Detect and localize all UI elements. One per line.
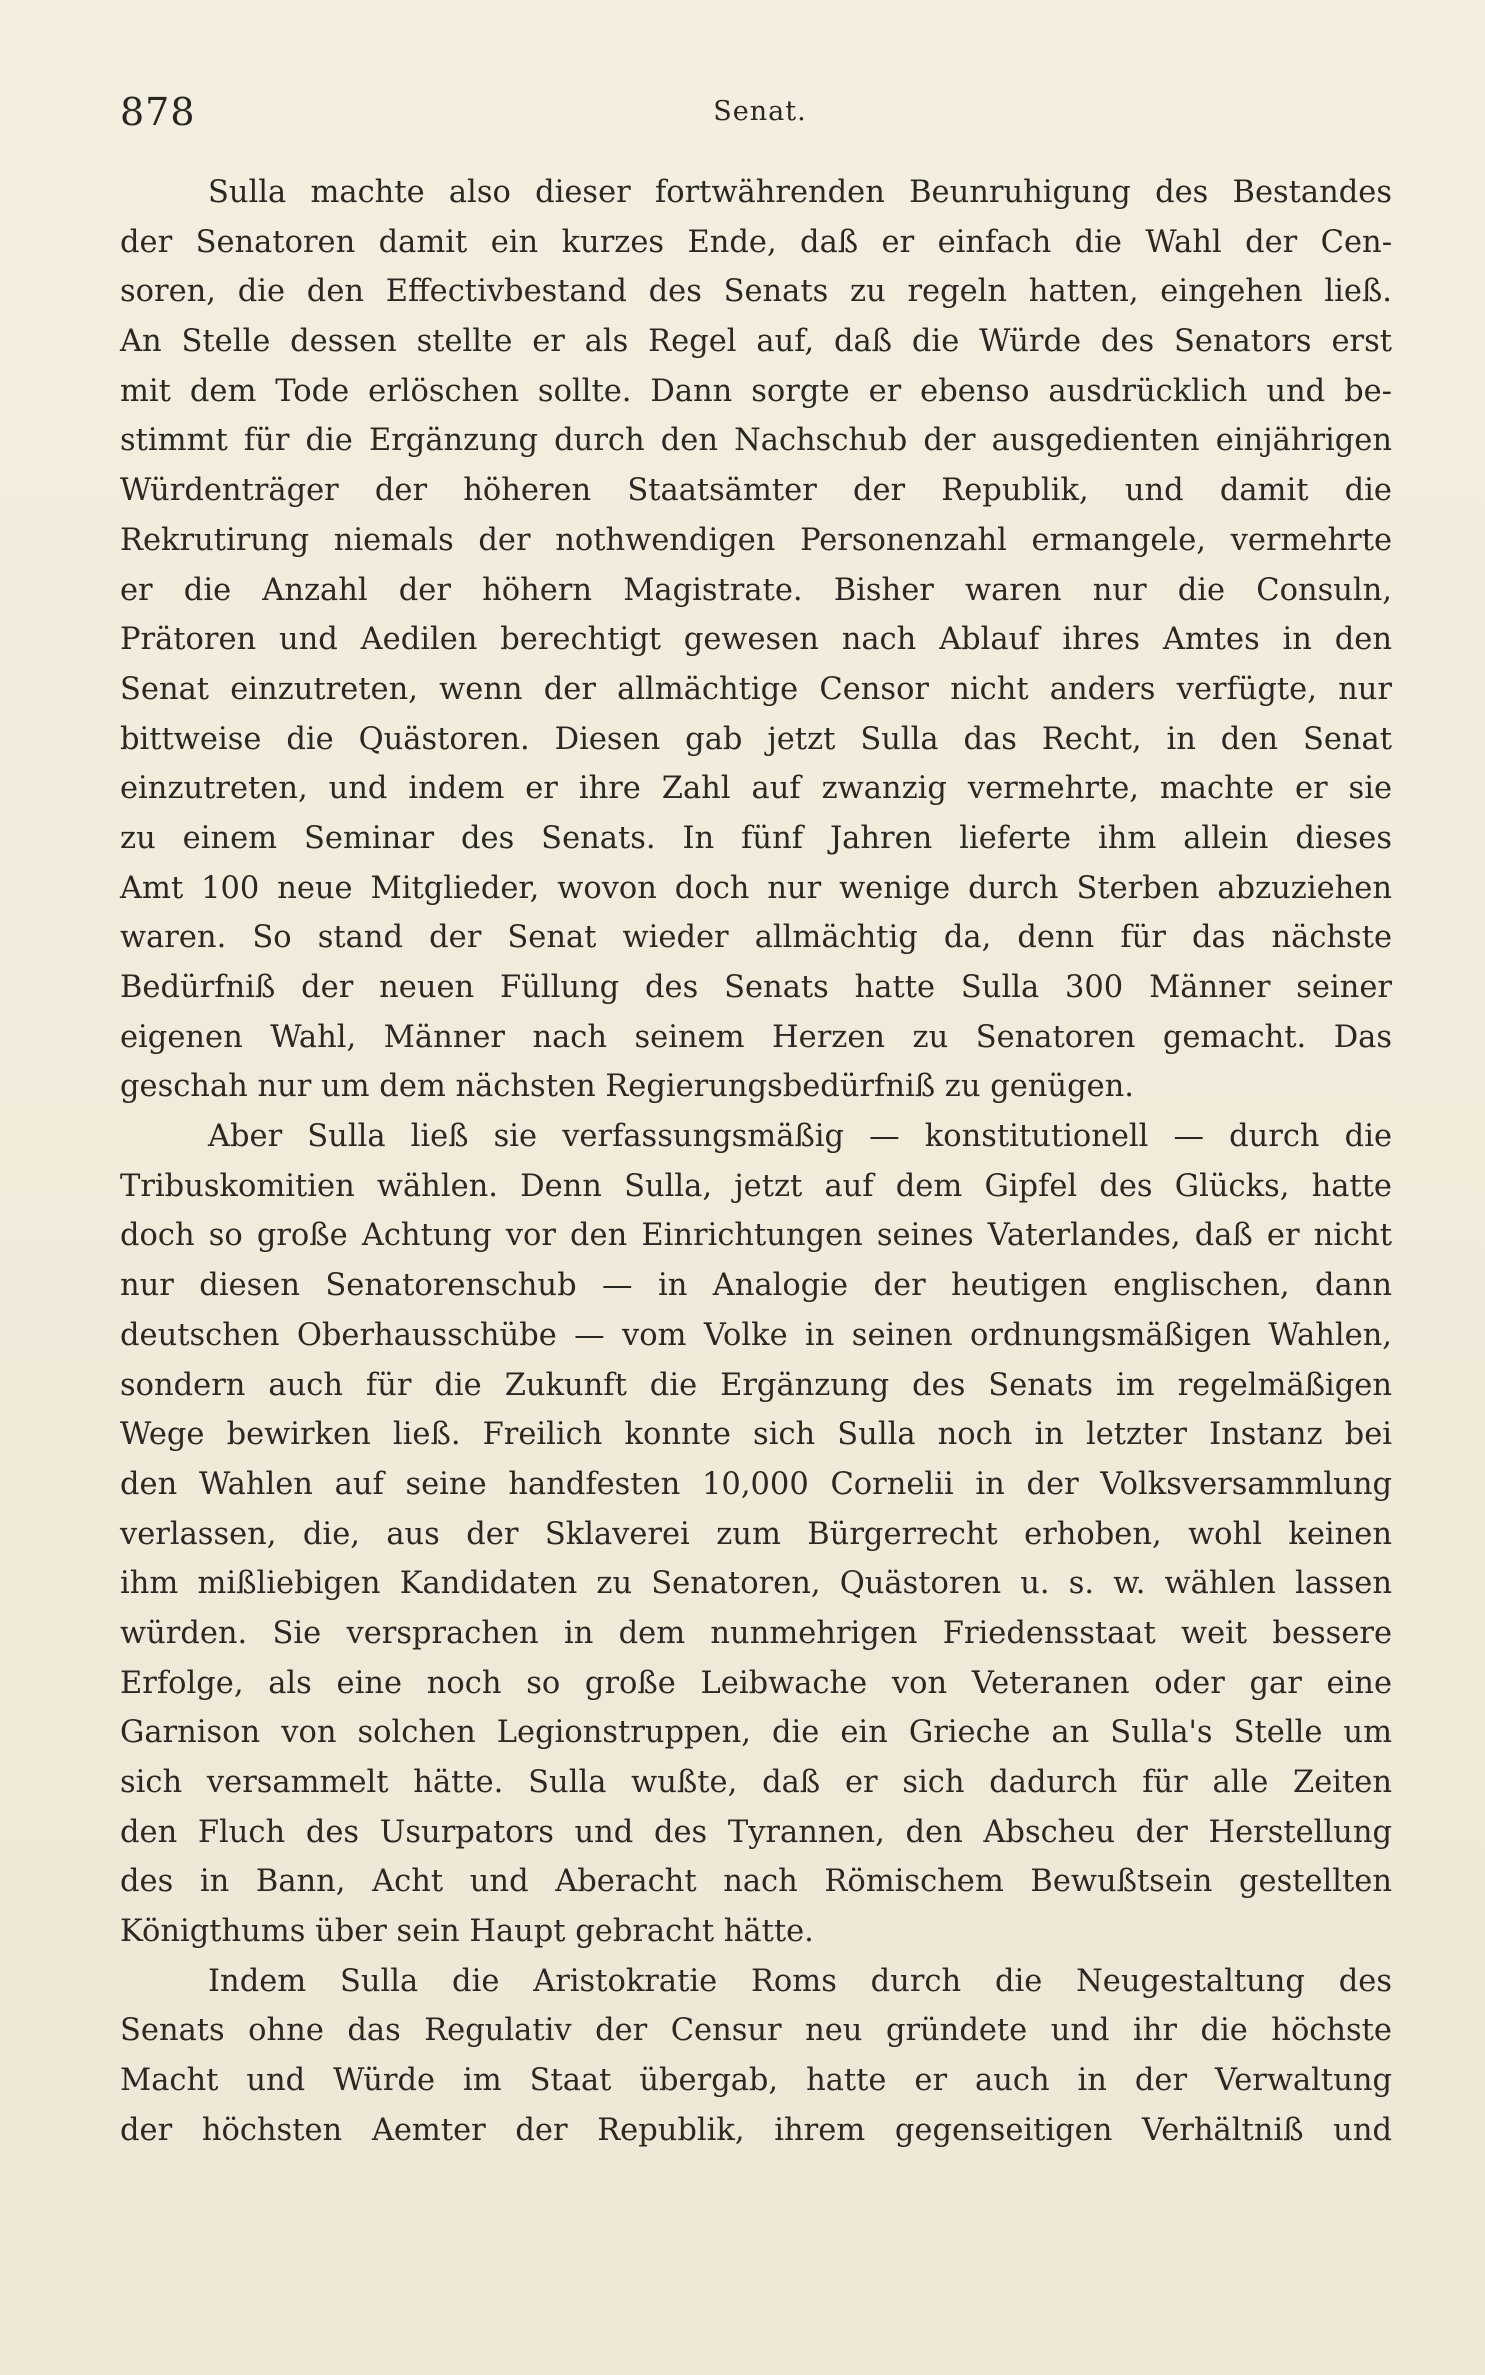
text-line: Senats ohne das Regulativ der Censur neu gründete und ihr die höchste	[120, 2013, 1392, 2049]
text-line: der höchsten Aemter der Republik, ihrem gegenseitigen Verhältniß und	[120, 2112, 1392, 2148]
text-line: nur diesen Senatorenschub — in Analogie der heutigen englischen, dann	[120, 1268, 1392, 1304]
text-line: Tribuskomitien wählen. Denn Sulla, jetzt auf dem Gipfel des Glücks, hatte	[120, 1168, 1392, 1204]
text-line: er die Anzahl der höhern Magistrate. Bisher waren nur die Consuln,	[120, 572, 1392, 608]
text-line: würden. Sie versprachen in dem nunmehrigen Friedensstaat weit bessere	[120, 1615, 1392, 1651]
text-line: den Fluch des Usurpators und des Tyrannen, den Abscheu der Herstellung	[120, 1814, 1392, 1850]
text-line: geschah nur um dem nächsten Regierungsbedürfniß zu genügen.	[120, 1069, 1134, 1105]
text-line: mit dem Tode erlöschen sollte. Dann sorgte er ebenso ausdrücklich und be-	[120, 373, 1392, 409]
paragraph-1	[120, 168, 1392, 1112]
text-line: Macht und Würde im Staat übergab, hatte er auch in der Verwaltung	[120, 2063, 1392, 2099]
text-line: Würdenträger der höheren Staatsämter der Republik, und damit die	[120, 473, 1392, 509]
text-line: den Wahlen auf seine handfesten 10,000 Cornelii in der Volksversammlung	[120, 1466, 1392, 1502]
text-line: der Senatoren damit ein kurzes Ende, daß er einfach die Wahl der Cen-	[120, 224, 1392, 260]
text-line: Aber Sulla ließ sie verfassungsmäßig — konstitutionell — durch die	[208, 1119, 1392, 1155]
text-line: sondern auch für die Zukunft die Ergänzung des Senats im regelmäßigen	[120, 1367, 1392, 1403]
paragraph-3	[120, 1957, 1392, 2156]
text-line: Erfolge, als eine noch so große Leibwache von Veteranen oder gar eine	[120, 1665, 1392, 1701]
text-line: Wege bewirken ließ. Freilich konnte sich Sulla noch in letzter Instanz bei	[120, 1417, 1392, 1453]
text-line: Garnison von solchen Legionstruppen, die ein Grieche an Sulla's Stelle um	[120, 1715, 1392, 1751]
text-line: Königthums über sein Haupt gebracht hätte.	[120, 1914, 814, 1950]
text-line: ihm mißliebigen Kandidaten zu Senatoren, Quästoren u. s. w. wählen lassen	[120, 1566, 1392, 1602]
text-line: Rekrutirung niemals der nothwendigen Personenzahl ermangele, vermehrte	[120, 522, 1392, 558]
text-line: stimmt für die Ergänzung durch den Nachschub der ausgedienten einjährigen	[120, 423, 1392, 459]
text-line: des in Bann, Acht und Aberacht nach Römischem Bewußtsein gestellten	[120, 1864, 1392, 1900]
text-line: sich versammelt hätte. Sulla wußte, daß er sich dadurch für alle Zeiten	[120, 1765, 1392, 1800]
paragraph-2	[120, 1112, 1392, 1957]
text-line: deutschen Oberhausschübe — vom Volke in seinen ordnungsmäßigen Wahlen,	[120, 1317, 1392, 1353]
text-line: soren, die den Effectivbestand des Senats zu regeln hatten, eingehen ließ.	[120, 274, 1392, 310]
text-line: zu einem Seminar des Senats. In fünf Jahren lieferte ihm allein dieses	[120, 820, 1392, 856]
text-line: Amt 100 neue Mitglieder, wovon doch nur wenige durch Sterben abzuziehen	[120, 870, 1392, 906]
text-line: einzutreten, und indem er ihre Zahl auf zwanzig vermehrte, machte er sie	[120, 771, 1392, 807]
text-line: waren. So stand der Senat wieder allmächtig da, denn für das nächste	[120, 920, 1392, 956]
text-line: Prätoren und Aedilen berechtigt gewesen nach Ablauf ihres Amtes in den	[120, 622, 1392, 658]
page-header	[120, 90, 1400, 150]
body-text	[120, 168, 1392, 2156]
text-line: Senat einzutreten, wenn der allmächtige Censor nicht anders verfügte, nur	[120, 671, 1392, 707]
text-line: verlassen, die, aus der Sklaverei zum Bürgerrecht erhoben, wohl keinen	[120, 1516, 1392, 1552]
text-line: eigenen Wahl, Männer nach seinem Herzen zu Senatoren gemacht. Das	[120, 1019, 1392, 1055]
text-line: bittweise die Quästoren. Diesen gab jetzt Sulla das Recht, in den Senat	[120, 721, 1392, 757]
text-line: An Stelle dessen stellte er als Regel auf, daß die Würde des Senators erst	[120, 324, 1392, 360]
running-head: Senat.	[713, 96, 807, 127]
text-line: Sulla machte also dieser fortwährenden Beunruhigung des Bestandes	[208, 175, 1392, 210]
text-line: Indem Sulla die Aristokratie Roms durch die Neugestaltung des	[208, 1963, 1392, 1999]
text-line: doch so große Achtung vor den Einrichtungen seines Vaterlandes, daß er nicht	[120, 1218, 1392, 1254]
text-line: Bedürfniß der neuen Füllung des Senats hatte Sulla 300 Männer seiner	[120, 970, 1392, 1005]
page-number: 878	[120, 90, 196, 134]
